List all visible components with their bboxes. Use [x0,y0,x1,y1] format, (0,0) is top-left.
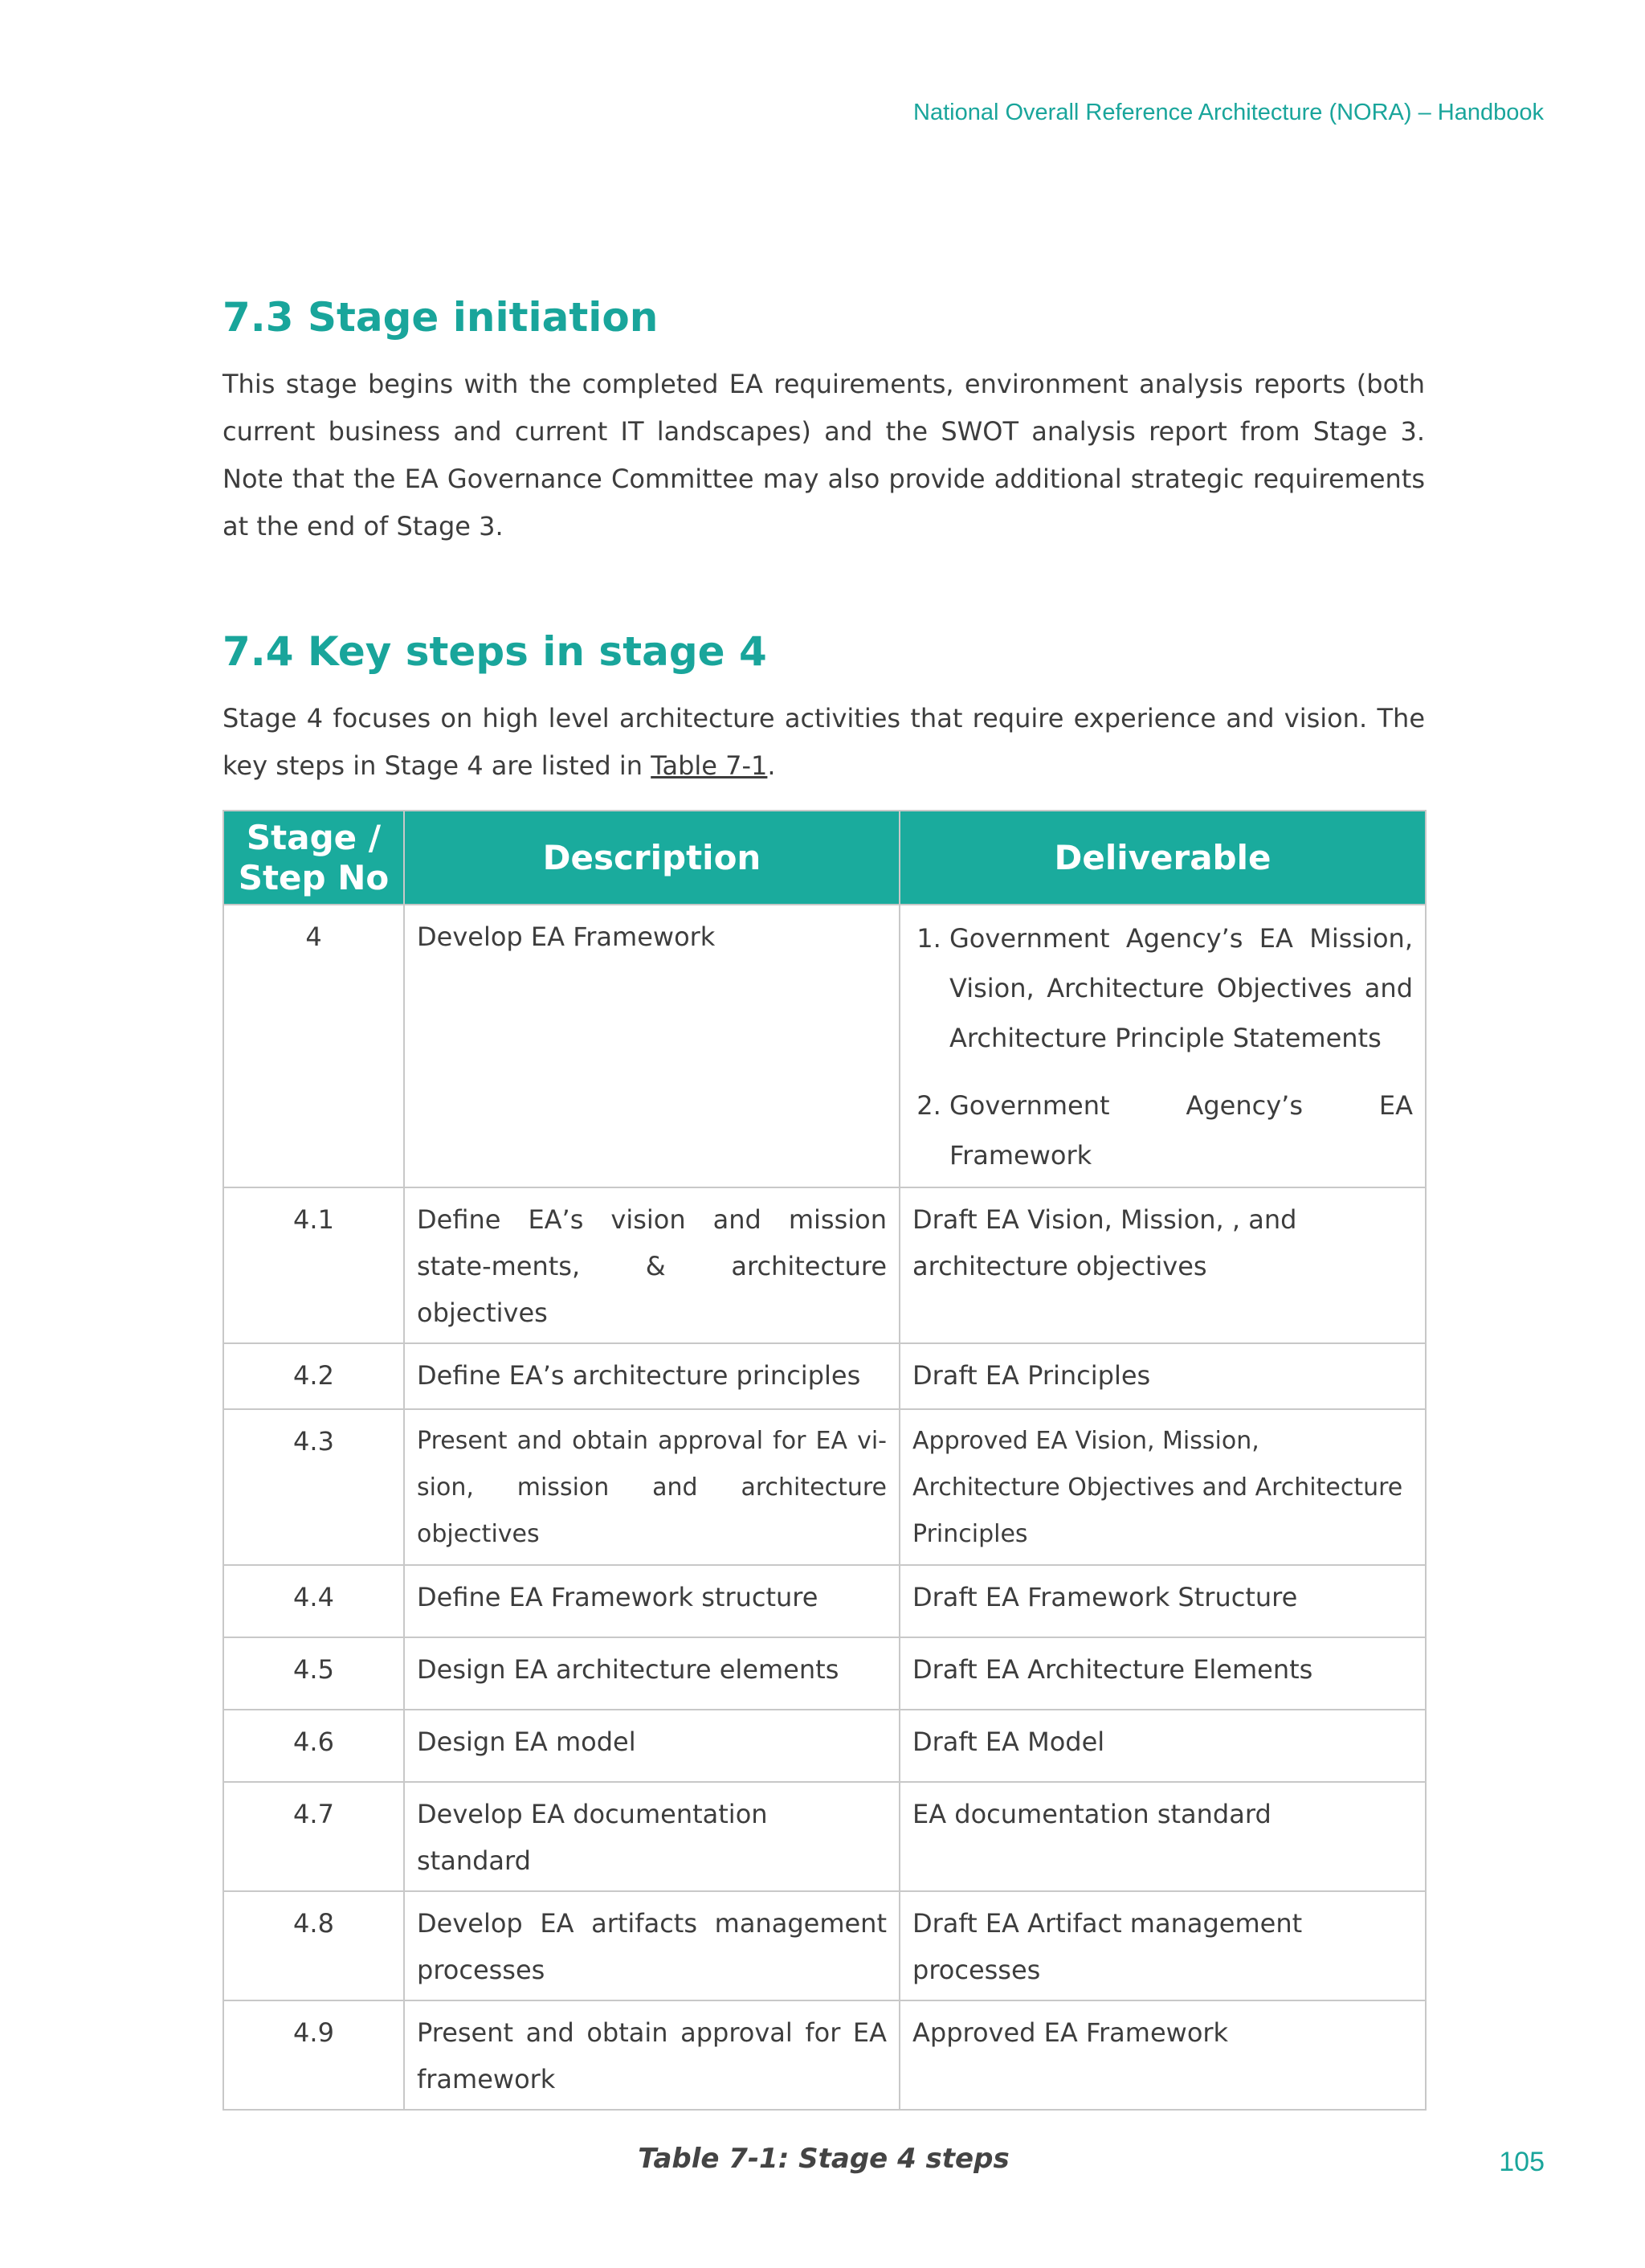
deliverable-cell: Draft EA Vision, Mission, , and architecture objectives [900,1187,1426,1343]
stage-initiation-paragraph: This stage begins with the completed EA requirements, environment analysis reports (both current business and current IT landscapes) and the SWOT analysis report from Stage 3. Note that the EA Governance Committee may also provide additional strategic requirements at the end of Stage 3. [222,369,1425,541]
description-cell: Present and obtain approval for EA vi-sion, mission and architecture objectives [404,1409,900,1565]
description-cell: Design EA architecture elements [404,1637,900,1710]
description-cell: Develop EA Framework [404,905,900,1187]
running-header: National Overall Reference Architecture (NORA) – Handbook [913,100,1544,125]
deliverable-cell: Draft EA Artifact management processes [900,1891,1426,2000]
table-reference-link[interactable]: Table 7-1 [651,750,768,781]
description-cell: Develop EA documentation standard [404,1782,900,1891]
section-heading-key-steps: 7.4 Key steps in stage 4 [222,628,767,675]
table-row [223,1710,1426,1782]
step-number-cell: 4.2 [223,1343,404,1409]
table-row [223,1565,1426,1637]
description-cell: Define EA’s architecture principles [404,1343,900,1409]
description-cell: Design EA model [404,1710,900,1782]
deliverable-list [912,913,1413,1180]
column-header-deliverable: Deliverable [900,811,1426,905]
table-row [223,1637,1426,1710]
deliverable-list-item: 1. Government Agency’s EA Mission, Vision, Architecture Objectives and Architecture Principle Statements [949,913,1413,1063]
table-header-row [223,811,1426,905]
step-number-cell: 4.4 [223,1565,404,1637]
table-row [223,905,1426,1187]
table-row [223,1409,1426,1565]
description-cell: Define EA’s vision and mission state-ments, & architecture objectives [404,1187,900,1343]
page-content [222,293,1425,2175]
section-heading-stage-initiation: 7.3 Stage initiation [222,294,659,341]
step-number-cell: 4.7 [223,1782,404,1891]
deliverable-cell: Draft EA Framework Structure [900,1565,1426,1637]
step-number-cell: 4.1 [223,1187,404,1343]
key-steps-text-end: . [767,750,776,781]
table-row [223,2000,1426,2110]
description-cell: Define EA Framework structure [404,1565,900,1637]
column-header-description: Description [404,811,900,905]
deliverable-cell: EA documentation standard [900,1782,1426,1891]
table-row [223,1782,1426,1891]
description-cell: Present and obtain approval for EA framework [404,2000,900,2110]
table-row [223,1187,1426,1343]
deliverable-cell [900,905,1426,1187]
step-number-cell: 4.5 [223,1637,404,1710]
step-number-cell: 4.9 [223,2000,404,2110]
description-cell: Develop EA artifacts management processes [404,1891,900,2000]
step-number-cell: 4.6 [223,1710,404,1782]
deliverable-cell: Draft EA Model [900,1710,1426,1782]
step-number-cell: 4 [223,905,404,1187]
deliverable-cell: Draft EA Architecture Elements [900,1637,1426,1710]
step-number-cell: 4.3 [223,1409,404,1565]
key-steps-text: Stage 4 focuses on high level architecture activities that require experience and vision. The key steps in Stage 4 are listed in [222,703,1425,781]
step-number-cell: 4.8 [223,1891,404,2000]
page-number: 105 [1499,2147,1545,2177]
deliverable-list-item: 2. Government Agency’s EA Framework [949,1081,1413,1180]
table-row [223,1343,1426,1409]
key-steps-paragraph [222,695,1425,790]
deliverable-cell: Approved EA Framework [900,2000,1426,2110]
table-caption: Table 7-1: Stage 4 steps [638,2143,1010,2175]
table-row [223,1891,1426,2000]
deliverable-cell: Draft EA Principles [900,1343,1426,1409]
stage-4-steps-table [222,810,1427,2111]
column-header-step-no: Stage / Step No [223,811,404,905]
deliverable-cell: Approved EA Vision, Mission, Architecture Objectives and Architecture Principles [900,1409,1426,1565]
